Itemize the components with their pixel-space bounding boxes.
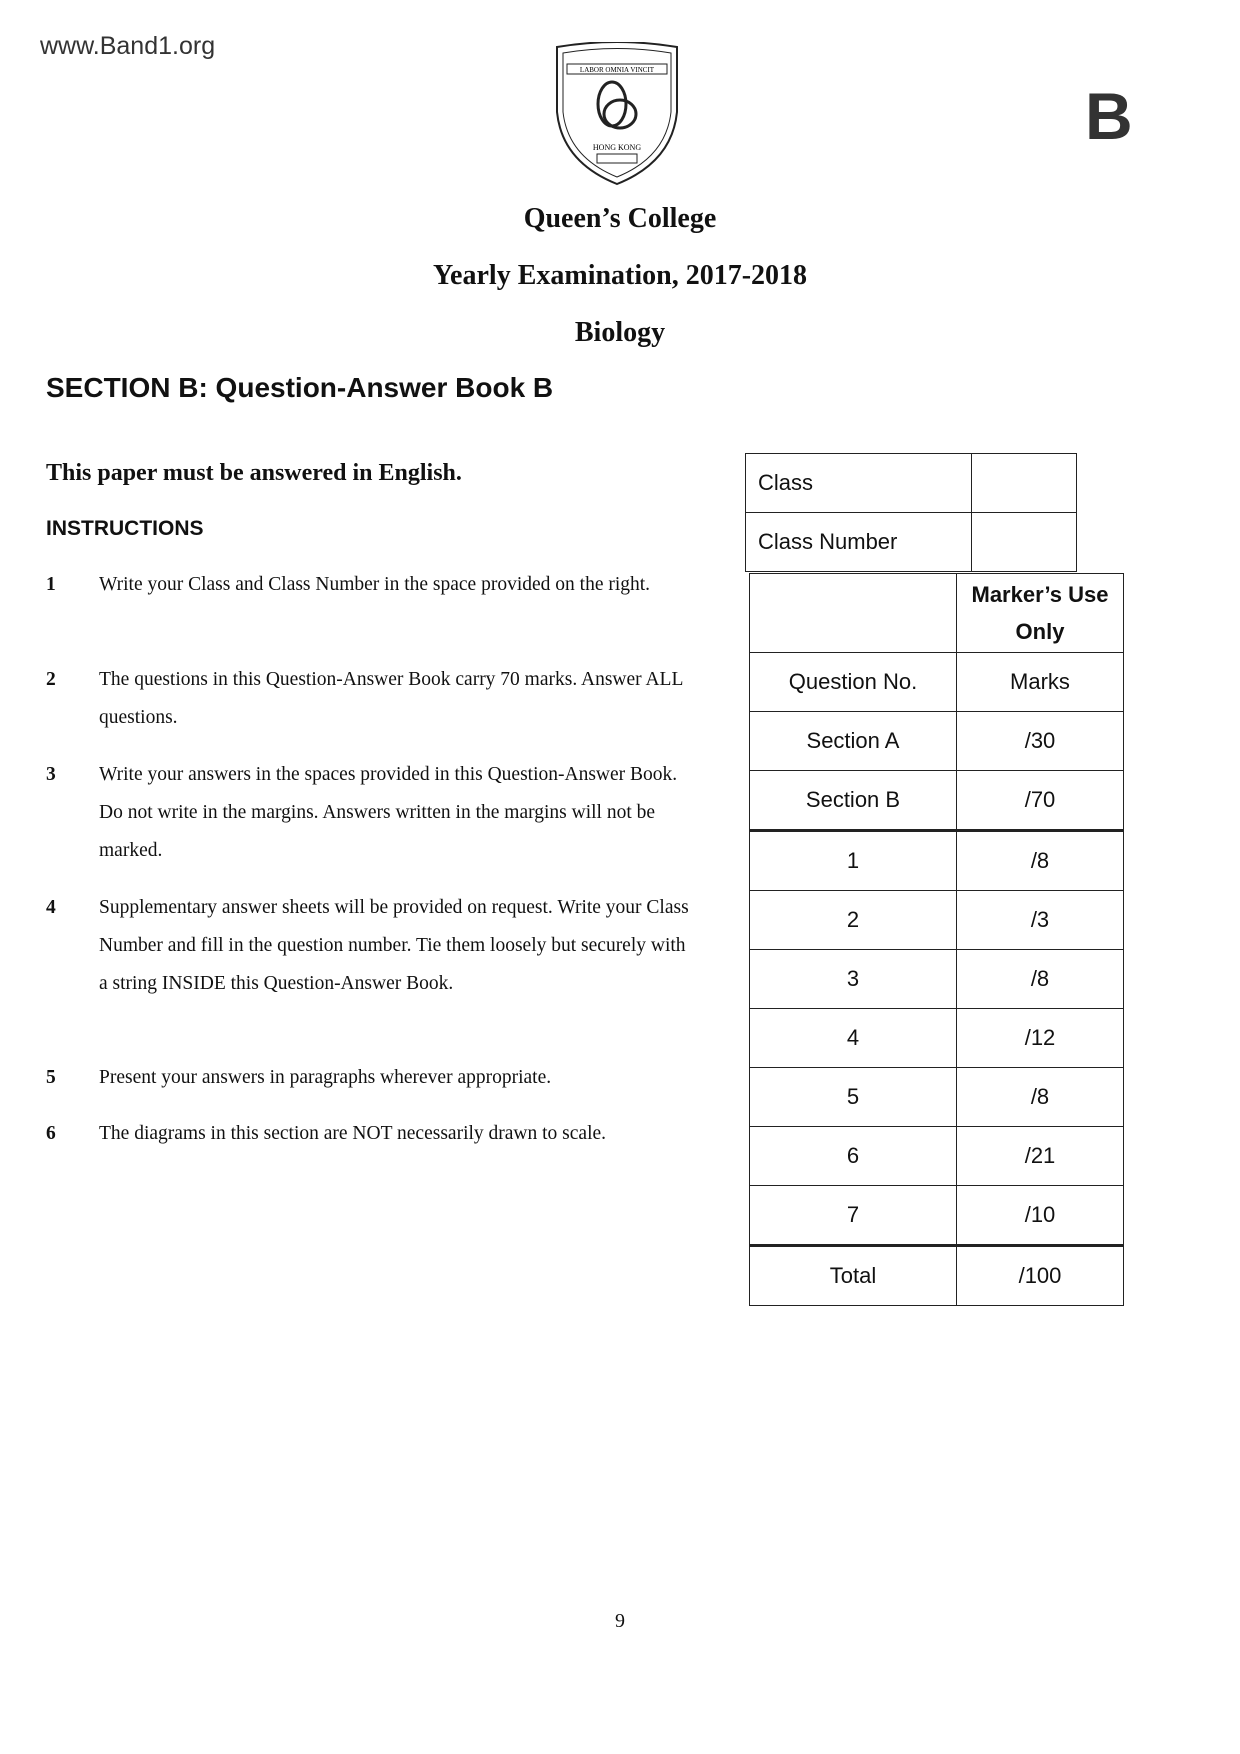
instruction-number: 1 [46, 574, 56, 595]
marks-cell: /100 [957, 1246, 1124, 1306]
question-column-header: Question No. [750, 653, 957, 712]
school-name: Queen’s College [523, 203, 717, 234]
instruction-number: 4 [46, 897, 56, 918]
book-letter: B [1085, 79, 1133, 153]
class-number-label: Class Number [746, 513, 972, 572]
marks-cell: /30 [957, 712, 1124, 771]
table-row [750, 1186, 1124, 1246]
instruction-text: The questions in this Question-Answer Book carry 70 marks. Answer ALL questions. [99, 669, 683, 728]
table-row [750, 712, 1124, 771]
marks-cell: /12 [957, 1009, 1124, 1068]
instruction-text: Present your answers in paragraphs wherever appropriate. [99, 1067, 552, 1088]
class-label: Class [746, 454, 972, 513]
question-cell: 7 [750, 1186, 957, 1246]
instruction-number: 5 [46, 1067, 56, 1088]
question-cell: Section A [750, 712, 957, 771]
total-row [750, 1246, 1124, 1306]
page-number: 9 [615, 1610, 625, 1632]
marks-cell: /8 [957, 950, 1124, 1009]
exam-title: Yearly Examination, 2017-2018 [432, 260, 808, 291]
table-row [750, 1127, 1124, 1186]
marks-table [749, 573, 1124, 1306]
marks-cell: /10 [957, 1186, 1124, 1246]
table-row [750, 891, 1124, 950]
table-row [750, 771, 1124, 831]
question-cell: 2 [750, 891, 957, 950]
question-cell: 1 [750, 831, 957, 891]
marks-cell: /21 [957, 1127, 1124, 1186]
instructions-heading: INSTRUCTIONS [46, 517, 204, 540]
question-cell: Total [750, 1246, 957, 1306]
question-cell: 4 [750, 1009, 957, 1068]
class-info-table [745, 453, 1077, 572]
markers-use-header: Marker’s Use Only [957, 574, 1124, 653]
marks-column-header: Marks [957, 653, 1124, 712]
table-row [750, 831, 1124, 891]
watermark: www.Band1.org [40, 32, 216, 60]
marks-cell: /70 [957, 771, 1124, 831]
svg-text:LABOR OMNIA VINCIT: LABOR OMNIA VINCIT [579, 66, 655, 74]
question-cell: 5 [750, 1068, 957, 1127]
class-number-field[interactable] [972, 513, 1077, 572]
instruction-text: Write your Class and Class Number in the space provided on the right. [99, 574, 651, 595]
question-cell: 3 [750, 950, 957, 1009]
table-row [750, 1068, 1124, 1127]
instruction-text: Supplementary answer sheets will be provided on request. Write your Class Number and fill in the question number. Tie them loosely but securely with a string INSIDE this Question-Answer Book. [99, 897, 689, 994]
table-row [750, 950, 1124, 1009]
instruction-number: 2 [46, 669, 56, 690]
svg-text:HONG KONG: HONG KONG [592, 143, 642, 152]
marks-cell: /8 [957, 1068, 1124, 1127]
question-cell: Section B [750, 771, 957, 831]
marks-cell: /8 [957, 831, 1124, 891]
section-title: SECTION B: Question-Answer Book B [46, 372, 554, 403]
subject-title: Biology [574, 317, 666, 348]
language-note: This paper must be answered in English. [46, 460, 462, 486]
instruction-number: 3 [46, 764, 56, 785]
table-row [750, 1009, 1124, 1068]
school-crest-logo [552, 42, 682, 187]
instruction-text: Write your answers in the spaces provided in this Question-Answer Book. Do not write in the margins. Answers written in the margins will not be marked. [99, 764, 678, 861]
marks-cell: /3 [957, 891, 1124, 950]
instruction-number: 6 [46, 1123, 56, 1144]
instruction-text: The diagrams in this section are NOT necessarily drawn to scale. [99, 1123, 607, 1144]
question-cell: 6 [750, 1127, 957, 1186]
class-field[interactable] [972, 454, 1077, 513]
empty-cell [750, 574, 957, 653]
